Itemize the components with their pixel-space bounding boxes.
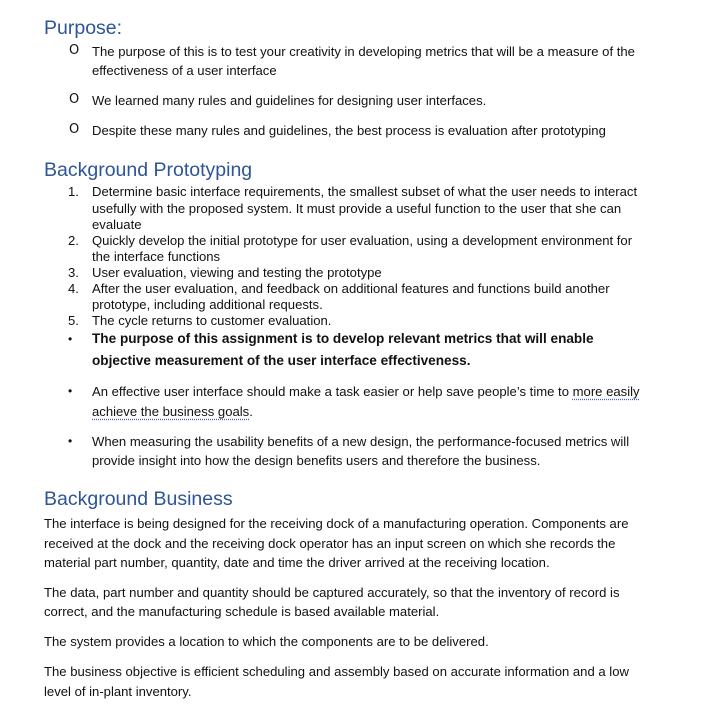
business-para-2-line-1: The data, part number and quantity should be captured accurately, so that the inventory of record is <box>44 585 620 600</box>
effective-ui-line-1 <box>92 385 667 398</box>
usability-line-2: provide insight into how the design benefits users and therefore the business. <box>92 453 541 468</box>
step-1-line-2: usefully with the proposed system. It must provide a useful function to the user that she can <box>92 201 622 216</box>
business-para-1-line-3: material part number, quantity, date and time the driver arrived at the receiving location. <box>44 555 550 570</box>
assignment-purpose-line-1: The purpose of this assignment is to develop relevant metrics that will enable <box>92 331 594 346</box>
business-para-4-line-2: level of in-plant inventory. <box>44 684 192 699</box>
effective-ui-text: An effective user interface should make a task easier or help save people’s time to <box>92 384 573 399</box>
business-para-3-line-1: The system provides a location to which the components are to be delivered. <box>44 634 489 649</box>
purpose-item-1-line-1: The purpose of this is to test your creativity in developing metrics that will be a measure of the <box>92 44 635 59</box>
purpose-bullet-marker: O <box>69 92 80 107</box>
effective-ui-line-2 <box>92 405 667 418</box>
step-number: 5. <box>68 313 79 328</box>
step-5-line-1: The cycle returns to customer evaluation. <box>92 313 332 328</box>
step-number: 4. <box>68 281 79 296</box>
step-2-line-2: the interface functions <box>92 249 221 264</box>
purpose-bullet-marker: O <box>69 43 80 58</box>
step-1-line-3: evaluate <box>92 217 142 232</box>
bullet-marker: • <box>68 384 73 398</box>
step-number: 2. <box>68 233 79 248</box>
grammar-flag[interactable]: more easily <box>572 384 640 399</box>
step-1-line-1: Determine basic interface requirements, the smallest subset of what the user needs to interact <box>92 184 638 199</box>
business-heading: Background Business <box>44 488 233 510</box>
usability-line-1: When measuring the usability benefits of a new design, the performance-focused metrics will <box>92 434 630 449</box>
business-para-4-line-1: The business objective is efficient scheduling and assembly based on accurate information and a low <box>44 664 629 679</box>
assignment-purpose-line-2: objective measurement of the user interface effectiveness. <box>92 353 471 368</box>
business-para-1-line-1: The interface is being designed for the receiving dock of a manufacturing operation. Components are <box>44 516 629 531</box>
step-4-line-2: prototype, including additional requests. <box>92 297 323 312</box>
purpose-bullet-marker: O <box>69 122 80 137</box>
prototyping-heading: Background Prototyping <box>44 159 253 181</box>
step-3-line-1: User evaluation, viewing and testing the prototype <box>92 265 382 280</box>
step-number: 3. <box>68 265 79 280</box>
business-para-2-line-2: correct, and the manufacturing schedule is based available material. <box>44 604 440 619</box>
purpose-heading: Purpose: <box>44 17 123 39</box>
bullet-marker: • <box>68 434 73 448</box>
bullet-marker: • <box>68 332 73 346</box>
purpose-item-1-line-2: effectiveness of a user interface <box>92 63 277 78</box>
purpose-item-2: We learned many rules and guidelines for designing user interfaces. <box>92 93 487 108</box>
grammar-flag[interactable]: achieve the business goals <box>92 404 250 419</box>
step-2-line-1: Quickly develop the initial prototype for user evaluation, using a development environment for <box>92 233 633 248</box>
purpose-item-3: Despite these many rules and guidelines, the best process is evaluation after prototyping <box>92 123 606 138</box>
business-para-1-line-2: received at the dock and the receiving dock operator has an input screen on which she records the <box>44 536 616 551</box>
step-number: 1. <box>68 184 79 199</box>
effective-ui-tail: . <box>249 404 253 419</box>
step-4-line-1: After the user evaluation, and feedback on additional features and functions build another <box>92 281 610 296</box>
